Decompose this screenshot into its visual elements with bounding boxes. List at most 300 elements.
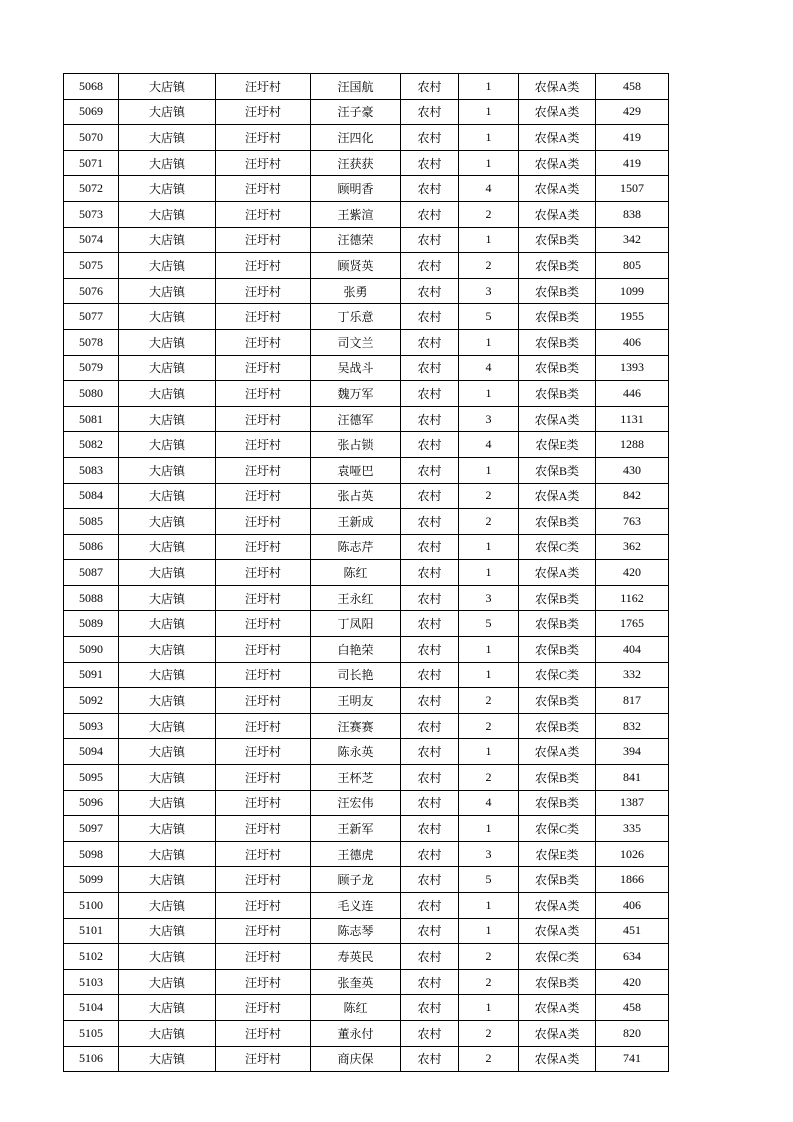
cell-name: 丁乐意 xyxy=(311,304,401,330)
cell-town: 大店镇 xyxy=(119,611,216,637)
cell-person_count: 2 xyxy=(459,253,519,279)
cell-name: 王永红 xyxy=(311,585,401,611)
cell-name: 陈志琴 xyxy=(311,918,401,944)
cell-town: 大店镇 xyxy=(119,841,216,867)
cell-person_count: 2 xyxy=(459,1046,519,1072)
cell-name: 魏万军 xyxy=(311,381,401,407)
cell-id: 5105 xyxy=(64,1020,119,1046)
cell-amount: 841 xyxy=(596,765,669,791)
cell-residence_type: 农村 xyxy=(401,406,459,432)
cell-village: 汪圩村 xyxy=(216,329,311,355)
cell-name: 陈红 xyxy=(311,560,401,586)
cell-insurance_category: 农保B类 xyxy=(519,457,596,483)
table-row xyxy=(64,74,669,100)
cell-insurance_category: 农保B类 xyxy=(519,355,596,381)
cell-town: 大店镇 xyxy=(119,381,216,407)
cell-id: 5089 xyxy=(64,611,119,637)
cell-person_count: 4 xyxy=(459,176,519,202)
table-row xyxy=(64,227,669,253)
cell-residence_type: 农村 xyxy=(401,918,459,944)
cell-residence_type: 农村 xyxy=(401,329,459,355)
cell-amount: 419 xyxy=(596,150,669,176)
cell-residence_type: 农村 xyxy=(401,125,459,151)
cell-name: 汪赛赛 xyxy=(311,713,401,739)
cell-residence_type: 农村 xyxy=(401,688,459,714)
cell-insurance_category: 农保A类 xyxy=(519,406,596,432)
cell-insurance_category: 农保B类 xyxy=(519,227,596,253)
cell-village: 汪圩村 xyxy=(216,585,311,611)
cell-id: 5083 xyxy=(64,457,119,483)
cell-residence_type: 农村 xyxy=(401,355,459,381)
cell-residence_type: 农村 xyxy=(401,662,459,688)
cell-insurance_category: 农保A类 xyxy=(519,150,596,176)
cell-town: 大店镇 xyxy=(119,304,216,330)
cell-town: 大店镇 xyxy=(119,995,216,1021)
cell-residence_type: 农村 xyxy=(401,304,459,330)
cell-residence_type: 农村 xyxy=(401,74,459,100)
cell-person_count: 2 xyxy=(459,509,519,535)
table-row xyxy=(64,99,669,125)
cell-insurance_category: 农保B类 xyxy=(519,790,596,816)
cell-insurance_category: 农保B类 xyxy=(519,969,596,995)
cell-village: 汪圩村 xyxy=(216,995,311,1021)
cell-name: 司文兰 xyxy=(311,329,401,355)
cell-person_count: 2 xyxy=(459,944,519,970)
cell-id: 5071 xyxy=(64,150,119,176)
table-row xyxy=(64,790,669,816)
cell-name: 王明友 xyxy=(311,688,401,714)
cell-id: 5076 xyxy=(64,278,119,304)
cell-insurance_category: 农保B类 xyxy=(519,278,596,304)
cell-residence_type: 农村 xyxy=(401,201,459,227)
cell-town: 大店镇 xyxy=(119,278,216,304)
cell-residence_type: 农村 xyxy=(401,611,459,637)
cell-id: 5088 xyxy=(64,585,119,611)
cell-town: 大店镇 xyxy=(119,227,216,253)
cell-amount: 838 xyxy=(596,201,669,227)
cell-residence_type: 农村 xyxy=(401,253,459,279)
cell-insurance_category: 农保C类 xyxy=(519,534,596,560)
cell-town: 大店镇 xyxy=(119,483,216,509)
cell-id: 5079 xyxy=(64,355,119,381)
table-row xyxy=(64,841,669,867)
cell-name: 丁凤阳 xyxy=(311,611,401,637)
cell-insurance_category: 农保B类 xyxy=(519,585,596,611)
cell-town: 大店镇 xyxy=(119,688,216,714)
cell-person_count: 1 xyxy=(459,534,519,560)
cell-amount: 458 xyxy=(596,995,669,1021)
cell-id: 5081 xyxy=(64,406,119,432)
cell-amount: 362 xyxy=(596,534,669,560)
cell-town: 大店镇 xyxy=(119,893,216,919)
cell-town: 大店镇 xyxy=(119,637,216,663)
cell-name: 汪获获 xyxy=(311,150,401,176)
cell-town: 大店镇 xyxy=(119,74,216,100)
cell-insurance_category: 农保A类 xyxy=(519,74,596,100)
cell-village: 汪圩村 xyxy=(216,304,311,330)
cell-id: 5070 xyxy=(64,125,119,151)
cell-town: 大店镇 xyxy=(119,150,216,176)
cell-person_count: 4 xyxy=(459,355,519,381)
cell-id: 5074 xyxy=(64,227,119,253)
cell-village: 汪圩村 xyxy=(216,74,311,100)
cell-town: 大店镇 xyxy=(119,662,216,688)
cell-residence_type: 农村 xyxy=(401,176,459,202)
cell-person_count: 1 xyxy=(459,662,519,688)
table-row xyxy=(64,893,669,919)
cell-person_count: 5 xyxy=(459,611,519,637)
cell-village: 汪圩村 xyxy=(216,99,311,125)
cell-town: 大店镇 xyxy=(119,918,216,944)
cell-id: 5087 xyxy=(64,560,119,586)
cell-id: 5104 xyxy=(64,995,119,1021)
cell-amount: 420 xyxy=(596,560,669,586)
cell-residence_type: 农村 xyxy=(401,278,459,304)
cell-village: 汪圩村 xyxy=(216,355,311,381)
table-row xyxy=(64,969,669,995)
cell-town: 大店镇 xyxy=(119,253,216,279)
table-row xyxy=(64,662,669,688)
cell-name: 王新成 xyxy=(311,509,401,535)
cell-insurance_category: 农保A类 xyxy=(519,918,596,944)
cell-amount: 1131 xyxy=(596,406,669,432)
cell-amount: 832 xyxy=(596,713,669,739)
cell-village: 汪圩村 xyxy=(216,918,311,944)
cell-insurance_category: 农保A类 xyxy=(519,201,596,227)
cell-person_count: 1 xyxy=(459,150,519,176)
cell-amount: 446 xyxy=(596,381,669,407)
cell-town: 大店镇 xyxy=(119,816,216,842)
cell-amount: 1507 xyxy=(596,176,669,202)
cell-residence_type: 农村 xyxy=(401,1020,459,1046)
cell-amount: 1288 xyxy=(596,432,669,458)
cell-insurance_category: 农保E类 xyxy=(519,432,596,458)
cell-town: 大店镇 xyxy=(119,1020,216,1046)
cell-insurance_category: 农保B类 xyxy=(519,765,596,791)
cell-insurance_category: 农保A类 xyxy=(519,560,596,586)
cell-insurance_category: 农保A类 xyxy=(519,1020,596,1046)
cell-town: 大店镇 xyxy=(119,534,216,560)
cell-residence_type: 农村 xyxy=(401,867,459,893)
cell-name: 白艳荣 xyxy=(311,637,401,663)
table-row xyxy=(64,509,669,535)
table-row xyxy=(64,355,669,381)
cell-insurance_category: 农保C类 xyxy=(519,662,596,688)
cell-person_count: 1 xyxy=(459,739,519,765)
cell-person_count: 5 xyxy=(459,867,519,893)
cell-person_count: 2 xyxy=(459,201,519,227)
cell-residence_type: 农村 xyxy=(401,1046,459,1072)
cell-town: 大店镇 xyxy=(119,457,216,483)
cell-amount: 406 xyxy=(596,329,669,355)
cell-village: 汪圩村 xyxy=(216,893,311,919)
table-row xyxy=(64,176,669,202)
cell-village: 汪圩村 xyxy=(216,841,311,867)
cell-id: 5075 xyxy=(64,253,119,279)
cell-person_count: 1 xyxy=(459,816,519,842)
cell-town: 大店镇 xyxy=(119,969,216,995)
table-row xyxy=(64,585,669,611)
cell-person_count: 1 xyxy=(459,125,519,151)
cell-town: 大店镇 xyxy=(119,1046,216,1072)
cell-village: 汪圩村 xyxy=(216,176,311,202)
cell-insurance_category: 农保B类 xyxy=(519,329,596,355)
cell-village: 汪圩村 xyxy=(216,253,311,279)
cell-town: 大店镇 xyxy=(119,944,216,970)
cell-residence_type: 农村 xyxy=(401,816,459,842)
member-table xyxy=(63,73,669,1072)
cell-person_count: 1 xyxy=(459,329,519,355)
cell-town: 大店镇 xyxy=(119,329,216,355)
cell-id: 5102 xyxy=(64,944,119,970)
cell-town: 大店镇 xyxy=(119,867,216,893)
cell-village: 汪圩村 xyxy=(216,1046,311,1072)
cell-insurance_category: 农保A类 xyxy=(519,1046,596,1072)
cell-name: 汪德荣 xyxy=(311,227,401,253)
cell-residence_type: 农村 xyxy=(401,893,459,919)
cell-person_count: 1 xyxy=(459,560,519,586)
cell-residence_type: 农村 xyxy=(401,765,459,791)
cell-village: 汪圩村 xyxy=(216,406,311,432)
cell-name: 司长艳 xyxy=(311,662,401,688)
cell-village: 汪圩村 xyxy=(216,765,311,791)
cell-amount: 394 xyxy=(596,739,669,765)
cell-name: 商庆保 xyxy=(311,1046,401,1072)
cell-id: 5092 xyxy=(64,688,119,714)
cell-residence_type: 农村 xyxy=(401,432,459,458)
cell-name: 陈永英 xyxy=(311,739,401,765)
table-row xyxy=(64,201,669,227)
cell-id: 5106 xyxy=(64,1046,119,1072)
cell-name: 顾贤英 xyxy=(311,253,401,279)
cell-residence_type: 农村 xyxy=(401,457,459,483)
table-row xyxy=(64,560,669,586)
cell-amount: 842 xyxy=(596,483,669,509)
cell-insurance_category: 农保B类 xyxy=(519,381,596,407)
table-row xyxy=(64,918,669,944)
cell-village: 汪圩村 xyxy=(216,867,311,893)
cell-name: 王杯芝 xyxy=(311,765,401,791)
cell-id: 5099 xyxy=(64,867,119,893)
cell-person_count: 1 xyxy=(459,637,519,663)
cell-person_count: 1 xyxy=(459,918,519,944)
cell-town: 大店镇 xyxy=(119,509,216,535)
table-row xyxy=(64,688,669,714)
table-row xyxy=(64,713,669,739)
cell-residence_type: 农村 xyxy=(401,483,459,509)
table-row xyxy=(64,534,669,560)
cell-town: 大店镇 xyxy=(119,355,216,381)
cell-name: 王新军 xyxy=(311,816,401,842)
cell-insurance_category: 农保B类 xyxy=(519,637,596,663)
table-row xyxy=(64,1020,669,1046)
cell-amount: 820 xyxy=(596,1020,669,1046)
cell-amount: 1162 xyxy=(596,585,669,611)
cell-person_count: 2 xyxy=(459,969,519,995)
cell-insurance_category: 农保B类 xyxy=(519,867,596,893)
cell-amount: 458 xyxy=(596,74,669,100)
cell-id: 5095 xyxy=(64,765,119,791)
cell-village: 汪圩村 xyxy=(216,483,311,509)
cell-name: 汪德军 xyxy=(311,406,401,432)
table-row xyxy=(64,457,669,483)
cell-insurance_category: 农保B类 xyxy=(519,688,596,714)
cell-amount: 817 xyxy=(596,688,669,714)
table-row xyxy=(64,944,669,970)
cell-person_count: 1 xyxy=(459,893,519,919)
table-row xyxy=(64,406,669,432)
cell-amount: 342 xyxy=(596,227,669,253)
cell-name: 汪四化 xyxy=(311,125,401,151)
cell-village: 汪圩村 xyxy=(216,944,311,970)
cell-insurance_category: 农保C类 xyxy=(519,816,596,842)
cell-village: 汪圩村 xyxy=(216,662,311,688)
cell-amount: 406 xyxy=(596,893,669,919)
cell-id: 5085 xyxy=(64,509,119,535)
cell-amount: 1026 xyxy=(596,841,669,867)
cell-amount: 805 xyxy=(596,253,669,279)
cell-id: 5101 xyxy=(64,918,119,944)
cell-village: 汪圩村 xyxy=(216,457,311,483)
table-row xyxy=(64,995,669,1021)
cell-id: 5098 xyxy=(64,841,119,867)
table-row xyxy=(64,1046,669,1072)
cell-town: 大店镇 xyxy=(119,201,216,227)
cell-name: 吴战斗 xyxy=(311,355,401,381)
cell-amount: 1099 xyxy=(596,278,669,304)
cell-village: 汪圩村 xyxy=(216,125,311,151)
cell-person_count: 1 xyxy=(459,381,519,407)
cell-residence_type: 农村 xyxy=(401,99,459,125)
cell-village: 汪圩村 xyxy=(216,739,311,765)
cell-insurance_category: 农保A类 xyxy=(519,739,596,765)
cell-residence_type: 农村 xyxy=(401,585,459,611)
cell-amount: 404 xyxy=(596,637,669,663)
table-row xyxy=(64,150,669,176)
cell-amount: 420 xyxy=(596,969,669,995)
cell-name: 王德虎 xyxy=(311,841,401,867)
cell-name: 寿英民 xyxy=(311,944,401,970)
cell-insurance_category: 农保B类 xyxy=(519,253,596,279)
cell-name: 顾子龙 xyxy=(311,867,401,893)
cell-name: 董永付 xyxy=(311,1020,401,1046)
table-row xyxy=(64,739,669,765)
table-row xyxy=(64,867,669,893)
cell-person_count: 2 xyxy=(459,688,519,714)
cell-village: 汪圩村 xyxy=(216,637,311,663)
cell-id: 5073 xyxy=(64,201,119,227)
cell-residence_type: 农村 xyxy=(401,713,459,739)
table-row xyxy=(64,483,669,509)
cell-residence_type: 农村 xyxy=(401,637,459,663)
table-row xyxy=(64,637,669,663)
cell-insurance_category: 农保B类 xyxy=(519,713,596,739)
cell-id: 5086 xyxy=(64,534,119,560)
cell-amount: 1955 xyxy=(596,304,669,330)
cell-name: 汪子豪 xyxy=(311,99,401,125)
cell-person_count: 3 xyxy=(459,585,519,611)
cell-name: 张占英 xyxy=(311,483,401,509)
cell-name: 汪宏伟 xyxy=(311,790,401,816)
cell-village: 汪圩村 xyxy=(216,150,311,176)
cell-id: 5100 xyxy=(64,893,119,919)
cell-residence_type: 农村 xyxy=(401,790,459,816)
cell-residence_type: 农村 xyxy=(401,739,459,765)
cell-residence_type: 农村 xyxy=(401,944,459,970)
cell-town: 大店镇 xyxy=(119,765,216,791)
cell-residence_type: 农村 xyxy=(401,150,459,176)
cell-person_count: 1 xyxy=(459,995,519,1021)
member-table-body xyxy=(64,74,669,1072)
cell-amount: 429 xyxy=(596,99,669,125)
cell-id: 5097 xyxy=(64,816,119,842)
table-row xyxy=(64,381,669,407)
cell-residence_type: 农村 xyxy=(401,227,459,253)
cell-village: 汪圩村 xyxy=(216,381,311,407)
cell-id: 5093 xyxy=(64,713,119,739)
cell-id: 5068 xyxy=(64,74,119,100)
cell-residence_type: 农村 xyxy=(401,381,459,407)
cell-name: 汪国航 xyxy=(311,74,401,100)
cell-person_count: 2 xyxy=(459,713,519,739)
cell-name: 张奎英 xyxy=(311,969,401,995)
cell-amount: 419 xyxy=(596,125,669,151)
cell-id: 5091 xyxy=(64,662,119,688)
cell-insurance_category: 农保A类 xyxy=(519,995,596,1021)
cell-name: 陈志芹 xyxy=(311,534,401,560)
cell-amount: 763 xyxy=(596,509,669,535)
table-row xyxy=(64,765,669,791)
cell-person_count: 3 xyxy=(459,406,519,432)
cell-id: 5096 xyxy=(64,790,119,816)
cell-person_count: 1 xyxy=(459,227,519,253)
cell-id: 5090 xyxy=(64,637,119,663)
cell-id: 5080 xyxy=(64,381,119,407)
cell-id: 5077 xyxy=(64,304,119,330)
cell-village: 汪圩村 xyxy=(216,969,311,995)
cell-residence_type: 农村 xyxy=(401,995,459,1021)
cell-insurance_category: 农保A类 xyxy=(519,99,596,125)
cell-person_count: 1 xyxy=(459,74,519,100)
cell-insurance_category: 农保A类 xyxy=(519,176,596,202)
cell-village: 汪圩村 xyxy=(216,713,311,739)
cell-residence_type: 农村 xyxy=(401,841,459,867)
table-row xyxy=(64,125,669,151)
cell-town: 大店镇 xyxy=(119,406,216,432)
cell-town: 大店镇 xyxy=(119,99,216,125)
cell-person_count: 3 xyxy=(459,841,519,867)
cell-residence_type: 农村 xyxy=(401,534,459,560)
cell-insurance_category: 农保A类 xyxy=(519,483,596,509)
cell-insurance_category: 农保A类 xyxy=(519,893,596,919)
cell-town: 大店镇 xyxy=(119,432,216,458)
cell-amount: 451 xyxy=(596,918,669,944)
cell-amount: 332 xyxy=(596,662,669,688)
cell-id: 5078 xyxy=(64,329,119,355)
table-row xyxy=(64,278,669,304)
cell-village: 汪圩村 xyxy=(216,611,311,637)
cell-village: 汪圩村 xyxy=(216,278,311,304)
cell-id: 5072 xyxy=(64,176,119,202)
cell-id: 5082 xyxy=(64,432,119,458)
cell-insurance_category: 农保B类 xyxy=(519,509,596,535)
table-row xyxy=(64,253,669,279)
cell-village: 汪圩村 xyxy=(216,227,311,253)
cell-insurance_category: 农保B类 xyxy=(519,611,596,637)
cell-town: 大店镇 xyxy=(119,176,216,202)
cell-name: 毛义连 xyxy=(311,893,401,919)
cell-person_count: 2 xyxy=(459,1020,519,1046)
